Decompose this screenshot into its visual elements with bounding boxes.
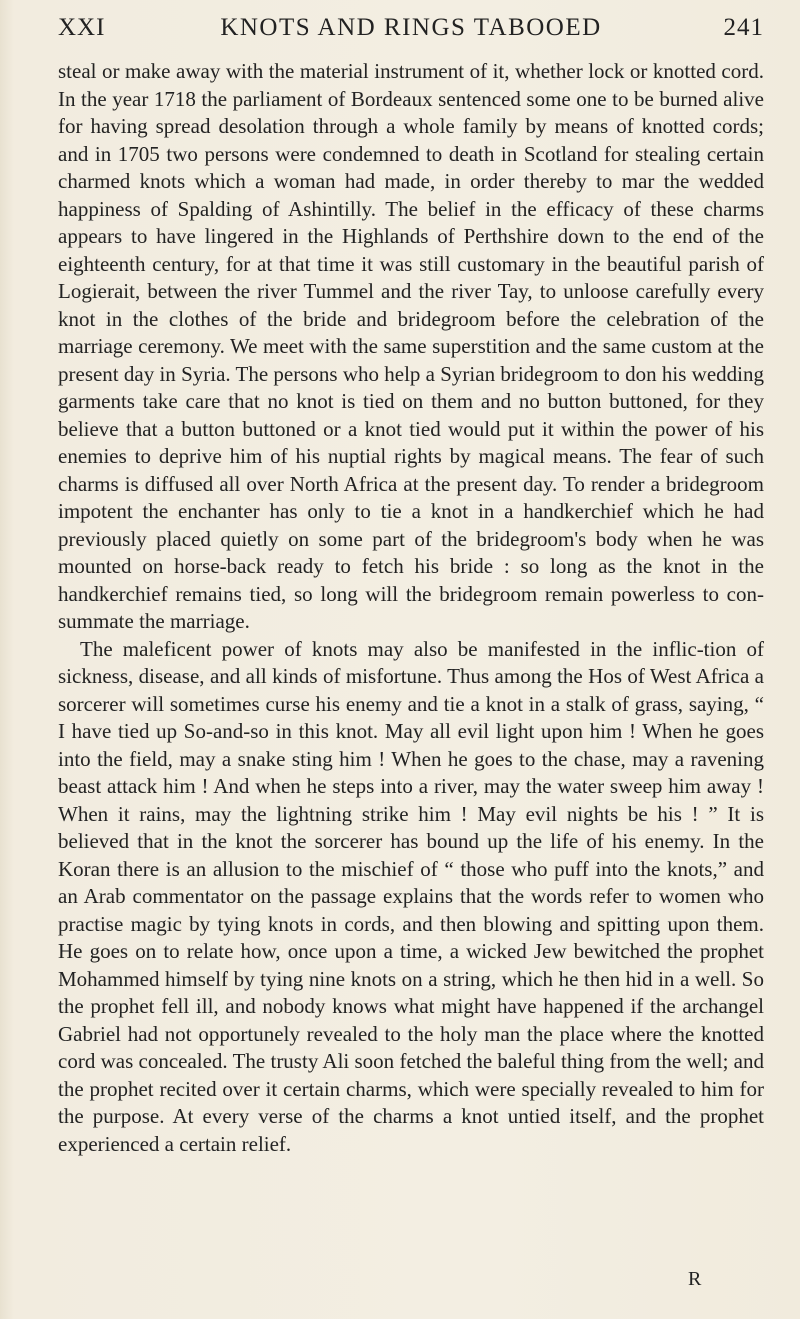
signature-mark: R	[688, 1268, 702, 1290]
paragraph: The maleficent power of knots may also be manifested in the inflic-tion of sickness, disease, and all kinds of misfortune. Thus among the Hos of West Africa a sorcerer will sometimes curse his enemy and tie a knot in a stalk of grass, saying, “ I have tied up So-and-so in this knot. May all evil light upon him ! When he goes into the field, may a snake sting him ! When he goes to the chase, may a ravening beast attack him ! And when he steps into a river, may the water sweep him away ! When it rains, may the lightning strike him ! May evil nights be his ! ” It is believed that in the knot the sorcerer has bound up the life of his enemy. In the Koran there is an allusion to the mischief of “ those who puff into the knots,” and an Arab commentator on the passage explains that the words refer to women who practise magic by tying knots in cords, and then blowing and spitting upon them. He goes on to relate how, once upon a time, a wicked Jew bewitched the prophet Mohammed himself by tying nine knots on a string, which he then hid in a well. So the prophet fell ill, and nobody knows what might have happened if the archangel Gabriel had not opportunely revealed to the holy man the place where the knotted cord was concealed. The trusty Ali soon fetched the baleful thing from the well; and the prophet recited over it certain charms, which were specially revealed to him for the purpose. At every verse of the charms a knot untied itself, and the prophet experienced a certain relief.	[58, 636, 764, 1156]
chapter-number: XXI	[58, 14, 106, 41]
paragraph-continued: steal or make away with the material instrument of it, whether lock or knotted cord. In the year 1718 the parliament of Bordeaux sentenced some one to be burned alive for having spread desolation through a whole family by means of knotted cords; and in 1705 two persons were condemned to death in Scotland for stealing certain charmed knots which a woman had made, in order thereby to mar the wedded happiness of Spalding of Ashintilly. The belief in the efficacy of these charms appears to have lingered in the Highlands of Perthshire down to the end of the eighteenth century, for at that time it was still customary in the beautiful parish of Logierait, between the river Tummel and the river Tay, to unloose carefully every knot in the clothes of the bride and bridegroom before the celebration of the marriage ceremony. We meet with the same superstition and the same custom at the present day in Syria. The persons who help a Syrian bridegroom to don his wedding garments take care that no knot is tied on them and no button buttoned, for they believe that a button buttoned or a knot tied would put it within the power of his enemies to deprive him of his nuptial rights by magical means. The fear of such charms is diffused all over North Africa at the present day. To render a bridegroom impotent the enchanter has only to tie a knot in a handkerchief which he had previously placed quietly on some part of the bridegroom's body when he was mounted on horse-back ready to fetch his bride : so long as the knot in the handkerchief remains tied, so long will the bridegroom remain powerless to con-summate the marriage.	[58, 59, 764, 633]
running-title: KNOTS AND RINGS TABOOED	[220, 14, 602, 41]
running-header	[58, 14, 764, 50]
body-text	[58, 58, 764, 1158]
page-number: 241	[723, 14, 764, 41]
